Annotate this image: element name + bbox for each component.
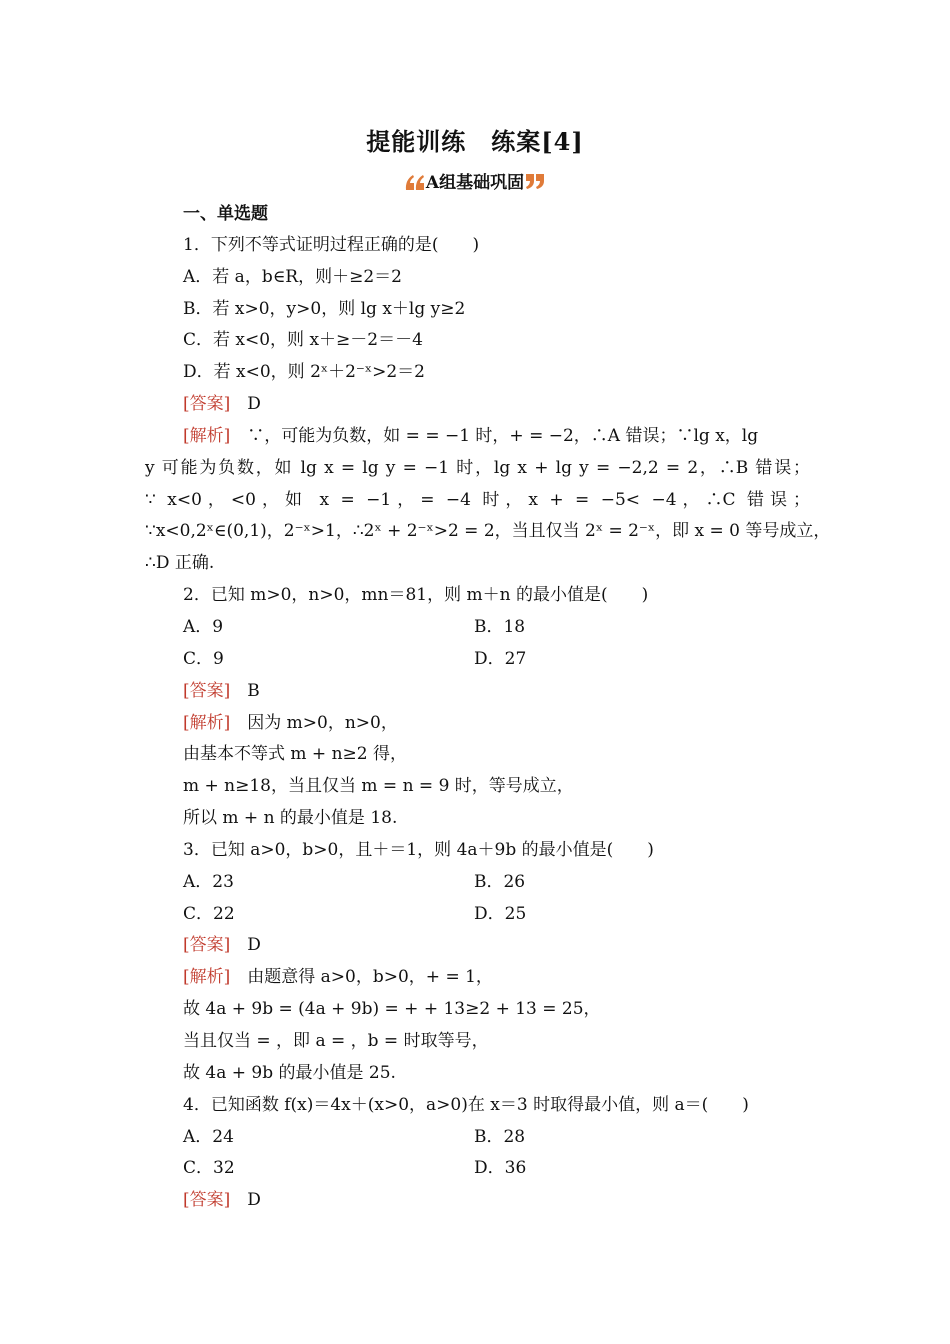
page-title: 提能训练 练案[4] xyxy=(366,127,584,156)
q3-analysis-text-1: 由题意得 a>0，b>0，+ = 1， xyxy=(247,967,493,987)
analysis-tag: [解析] xyxy=(183,713,231,733)
group-heading xyxy=(0,168,950,193)
q3-stem: 3．已知 a>0，b>0，且＋＝1，则 4a＋9b 的最小值是( ) xyxy=(183,840,654,860)
q3-analysis-1 xyxy=(183,966,493,988)
q3-answer-value: D xyxy=(247,935,261,955)
open-quote-icon xyxy=(404,173,426,191)
group-heading-text: A组基础巩固 xyxy=(425,173,525,193)
answer-tag: [答案] xyxy=(183,681,231,701)
q4-answer-value: D xyxy=(247,1190,261,1210)
q4-answer xyxy=(183,1189,261,1211)
q1-analysis-2: y 可能为负数，如 lg x = lg y = −1 时，lg x + lg y = −2,2 = 2，∴B 错误； xyxy=(145,458,810,478)
q1-analysis-5: ∴D 正确. xyxy=(145,553,215,573)
analysis-tag: [解析] xyxy=(183,426,231,446)
q3-analysis-2: 故 4a + 9b = (4a + 9b) = + + 13≥2 + 13 = 25， xyxy=(183,999,601,1019)
q1-analysis-1 xyxy=(183,425,758,447)
q2-analysis-4: 所以 m + n 的最小值是 18. xyxy=(183,808,398,828)
section-heading: 一、单选题 xyxy=(183,204,268,224)
q1-option-c: C．若 x<0，则 x＋≥－2＝－4 xyxy=(183,330,423,350)
q2-answer-value: B xyxy=(247,681,260,701)
q2-analysis-text-1: 因为 m>0，n>0， xyxy=(247,713,398,733)
q4-option-a: A．24 xyxy=(183,1127,234,1147)
q3-option-d: D．25 xyxy=(474,904,527,924)
q3-option-b: B．26 xyxy=(474,872,526,892)
q2-analysis-2: 由基本不等式 m + n≥2 得， xyxy=(183,744,407,764)
q1-answer-value: D xyxy=(247,394,261,414)
q2-analysis-3: m + n≥18，当且仅当 m = n = 9 时，等号成立， xyxy=(183,776,574,796)
q4-stem: 4．已知函数 f(x)＝4x＋(x>0，a>0)在 x＝3 时取得最小值，则 a＝( ) xyxy=(183,1095,749,1115)
q4-option-b: B．28 xyxy=(474,1127,526,1147)
q1-option-d: D．若 x<0，则 2ˣ＋2⁻ˣ>2＝2 xyxy=(183,362,425,382)
q3-option-a: A．23 xyxy=(183,872,234,892)
q1-analysis-4: ∵x<0,2ˣ∈(0,1)，2⁻ˣ>1，∴2ˣ + 2⁻ˣ>2 = 2，当且仅当 2ˣ = 2⁻ˣ，即 x = 0 等号成立， xyxy=(145,521,831,541)
q4-option-d: D．36 xyxy=(474,1158,527,1178)
q1-analysis-text-1: ∵，可能为负数，如 = = −1 时，+ = −2，∴A 错误；∵lg x，lg xyxy=(247,426,759,446)
q1-option-a: A．若 a，b∈R，则＋≥2＝2 xyxy=(183,267,402,287)
q2-option-b: B．18 xyxy=(474,617,526,637)
answer-tag: [答案] xyxy=(183,935,231,955)
q1-option-b: B．若 x>0，y>0，则 lg x＋lg y≥2 xyxy=(183,299,466,319)
q3-answer xyxy=(183,934,261,956)
q2-option-c: C．9 xyxy=(183,649,224,669)
q4-option-c: C．32 xyxy=(183,1158,235,1178)
q1-stem: 1．下列不等式证明过程正确的是( ) xyxy=(183,235,480,255)
analysis-tag: [解析] xyxy=(183,967,231,987)
q1-answer xyxy=(183,393,261,415)
q2-answer xyxy=(183,680,260,702)
q1-analysis-3: ∵ x<0，<0，如 x = −1，= −4 时，x + = −5< −4，∴C 错误； xyxy=(145,490,810,510)
close-quote-icon xyxy=(524,173,546,191)
q2-option-a: A．9 xyxy=(183,617,224,637)
q2-option-d: D．27 xyxy=(474,649,527,669)
answer-tag: [答案] xyxy=(183,394,231,414)
answer-tag: [答案] xyxy=(183,1190,231,1210)
q3-analysis-3: 当且仅当 = ，即 a = ，b = 时取等号， xyxy=(183,1031,489,1051)
q3-option-c: C．22 xyxy=(183,904,235,924)
q2-analysis-1 xyxy=(183,712,398,734)
q2-stem: 2．已知 m>0，n>0，mn＝81，则 m＋n 的最小值是( ) xyxy=(183,585,649,605)
q3-analysis-4: 故 4a + 9b 的最小值是 25. xyxy=(183,1063,396,1083)
